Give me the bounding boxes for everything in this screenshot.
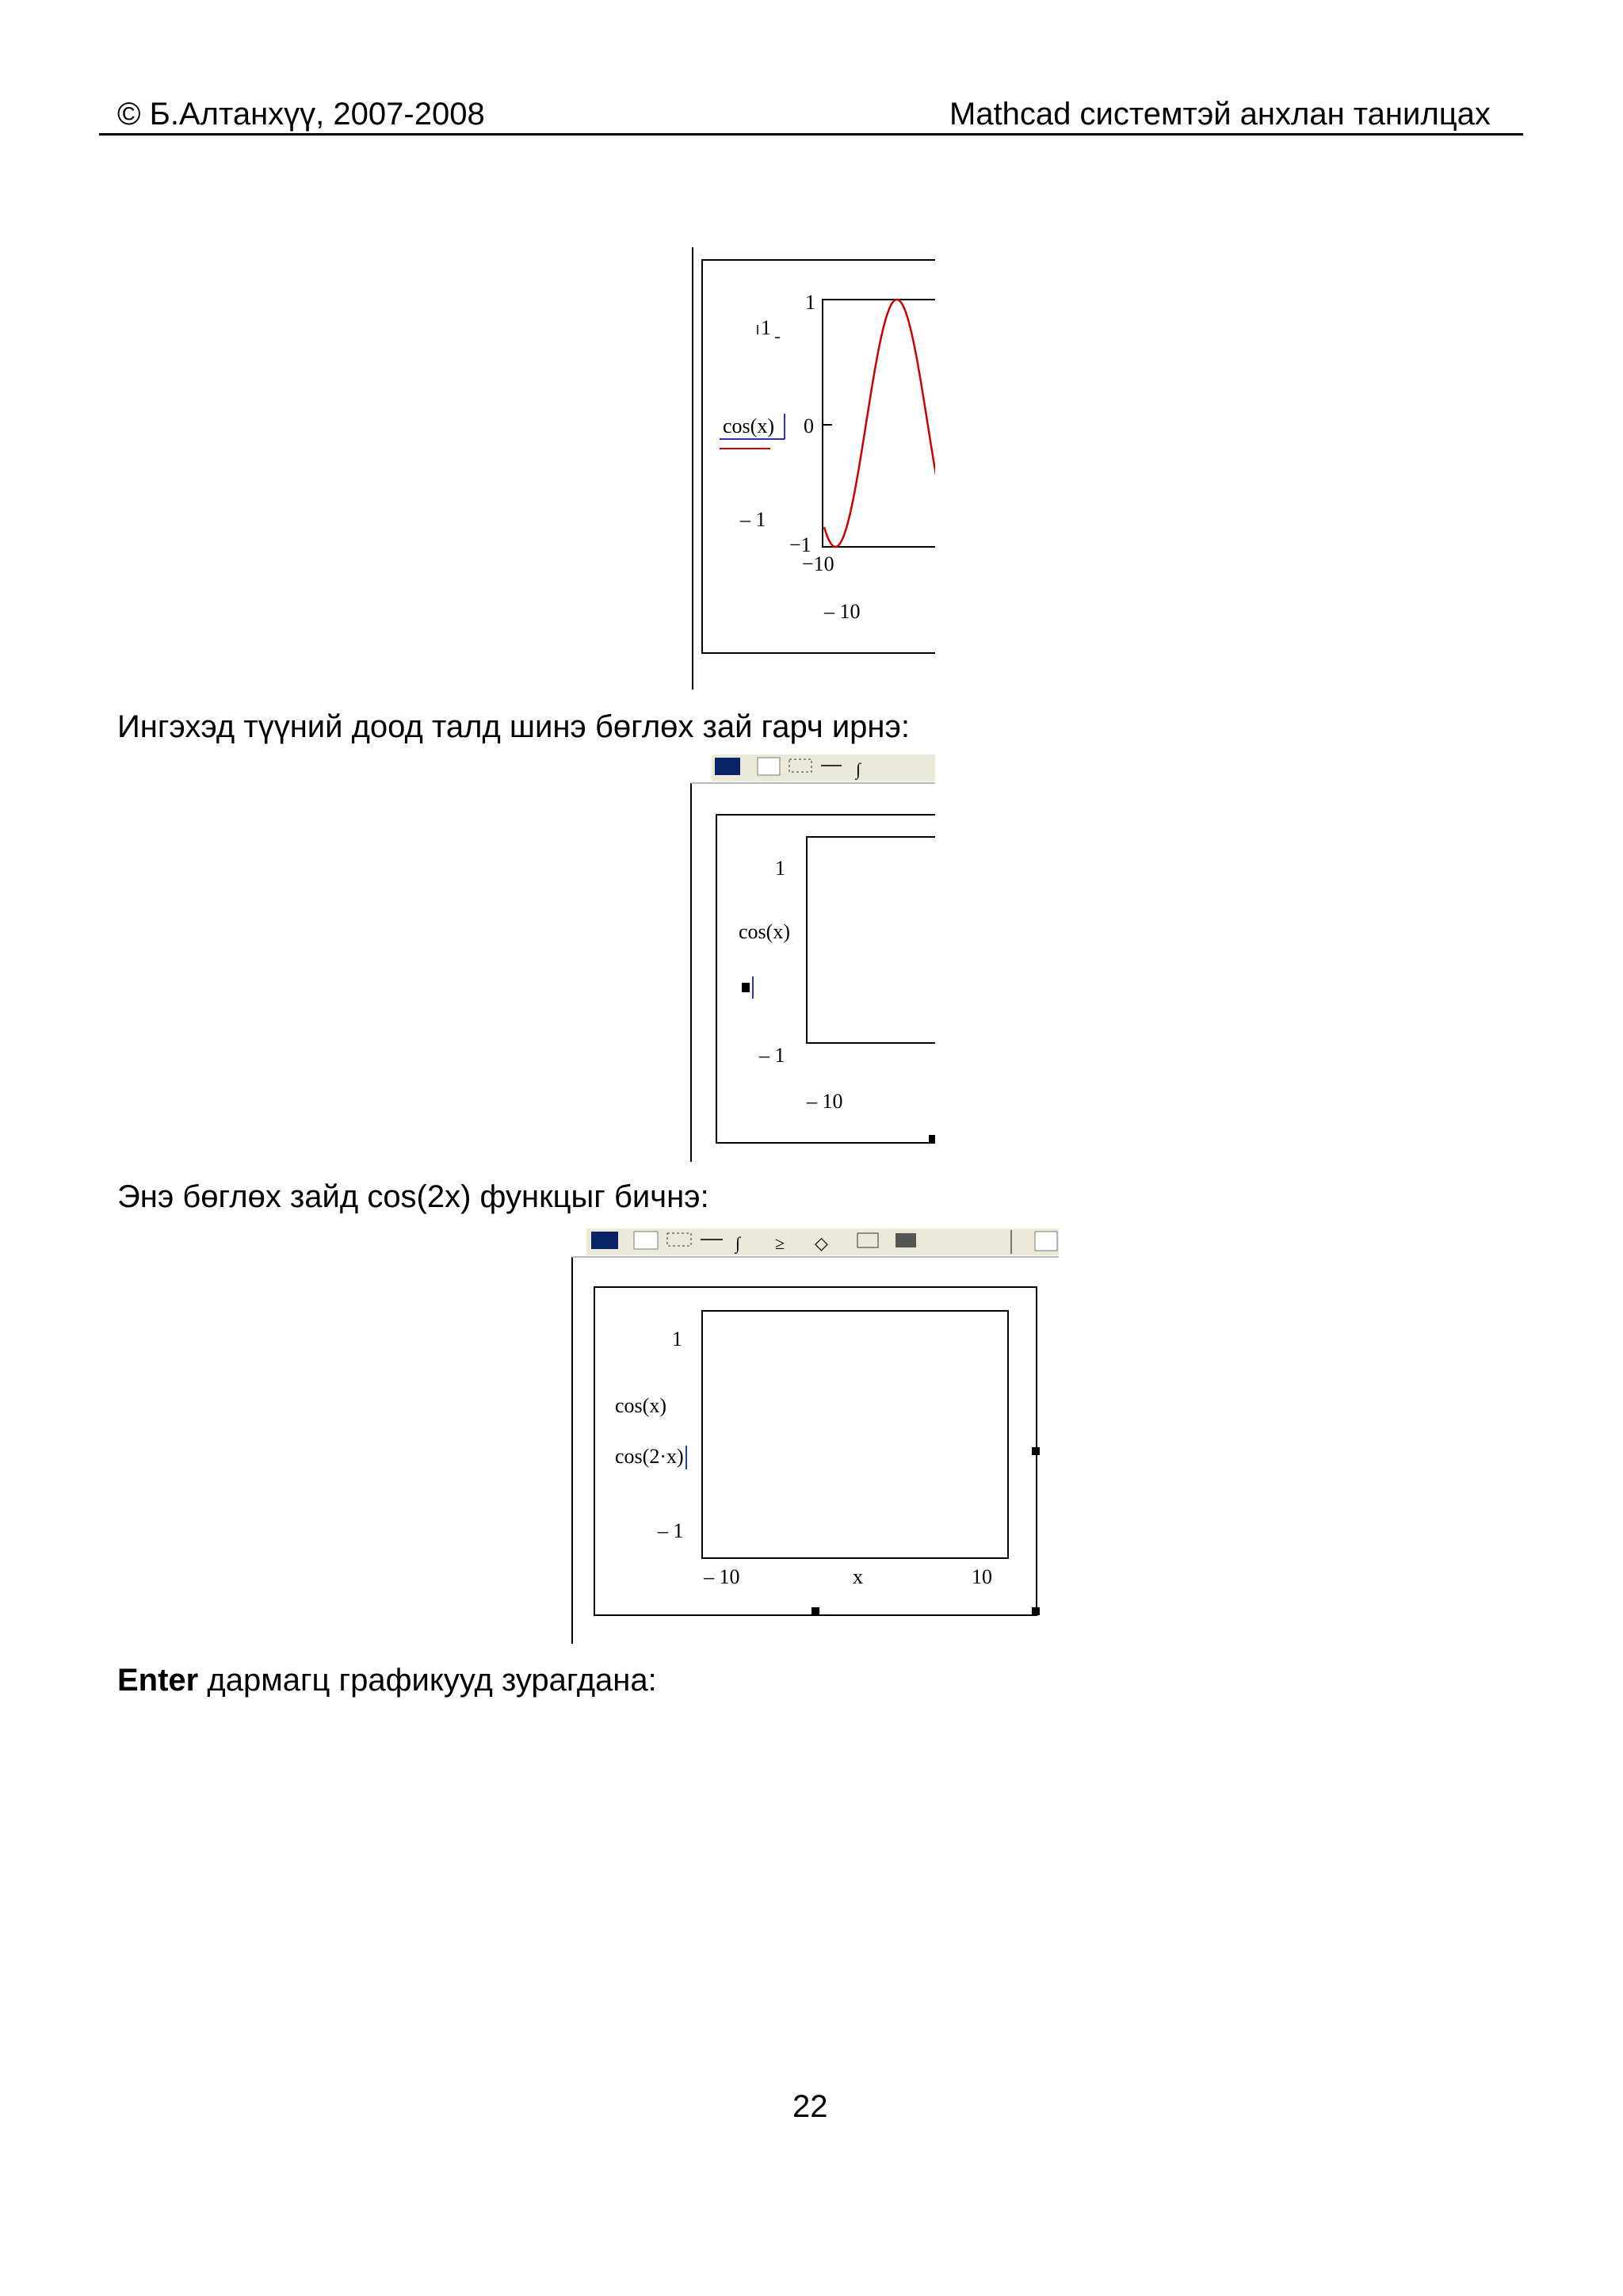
- resize-handle-bottom[interactable]: [812, 1607, 819, 1615]
- toolbar-calculator-icon[interactable]: [591, 1232, 618, 1249]
- enter-key-bold: Enter: [117, 1663, 199, 1698]
- plot-area[interactable]: [807, 837, 935, 1043]
- y-top-placeholder[interactable]: 1: [775, 857, 785, 880]
- y-top-placeholder[interactable]: 1: [761, 316, 771, 339]
- toolbar-calculator-icon[interactable]: [715, 758, 740, 775]
- y-top-placeholder[interactable]: 1: [672, 1328, 682, 1350]
- resize-handle-right[interactable]: [1032, 1447, 1040, 1455]
- plot-area[interactable]: [823, 300, 935, 547]
- header-copyright: © Б.Алтанхүү, 2007-2008: [117, 97, 485, 132]
- x-left-placeholder[interactable]: – 10: [704, 1565, 740, 1588]
- screenshot-two-functions: [567, 1227, 1059, 1644]
- y-expression[interactable]: cos(x): [739, 920, 790, 943]
- placeholder-plot-svg: [688, 751, 935, 1162]
- x-variable[interactable]: x: [853, 1565, 863, 1588]
- toolbar-boolean-icon[interactable]: ≥: [775, 1233, 785, 1253]
- tick-xmin: −10: [802, 552, 834, 575]
- cos-x-series-line: [824, 300, 935, 547]
- resize-handle[interactable]: [929, 1135, 935, 1143]
- toolbar-graph-icon[interactable]: [634, 1232, 658, 1249]
- toolbar-calculus-icon[interactable]: ∫: [735, 1233, 741, 1253]
- new-placeholder[interactable]: [742, 983, 750, 992]
- plot-region-frame: [702, 260, 935, 653]
- toolbar-calculus-icon[interactable]: ∫: [856, 759, 861, 779]
- tick-ymid: 0: [804, 415, 814, 437]
- paragraph-3: [117, 1663, 657, 1698]
- y-expression-2[interactable]: cos(2·x): [615, 1445, 684, 1468]
- y-expression-1[interactable]: cos(x): [615, 1394, 666, 1417]
- paragraph-1: Ингэхэд түүний доод талд шинэ бөглөх зай гарч ирнэ:: [117, 709, 911, 744]
- header-title: Mathcad системтэй анхлан танилцах: [949, 97, 1491, 132]
- toolbar-programming-icon[interactable]: ◇: [815, 1233, 828, 1253]
- x-left-placeholder[interactable]: – 10: [824, 600, 861, 623]
- tick-ymax: 1: [805, 291, 815, 314]
- cos-curve: [824, 300, 935, 547]
- y-bottom-placeholder[interactable]: – 1: [658, 1519, 684, 1542]
- resize-handle-corner[interactable]: [1032, 1607, 1040, 1615]
- toolbar-extra-icon[interactable]: [1035, 1232, 1057, 1251]
- toolbar-strip: [712, 755, 935, 781]
- y-bottom-placeholder[interactable]: – 1: [740, 508, 766, 531]
- x-left-placeholder[interactable]: – 10: [807, 1090, 843, 1113]
- y-bottom-placeholder[interactable]: – 1: [759, 1044, 785, 1067]
- screenshot-cos-plot: [691, 246, 935, 690]
- header-rule: [99, 133, 1523, 136]
- screenshot-new-placeholder: [688, 751, 935, 1162]
- y-expression[interactable]: cos(x): [723, 415, 774, 437]
- plot-area[interactable]: [702, 1311, 1008, 1558]
- tick-ymin: −1: [789, 533, 812, 556]
- cos-plot-svg: [691, 246, 935, 690]
- x-right-placeholder[interactable]: 10: [972, 1565, 992, 1588]
- paragraph-3-rest: дармагц графикууд зурагдана:: [198, 1663, 657, 1698]
- two-functions-svg: [567, 1227, 1059, 1644]
- paragraph-2: Энэ бөглөх зайд cos(2x) функцыг бичнэ:: [117, 1179, 709, 1214]
- toolbar-graph-icon[interactable]: [758, 758, 780, 775]
- page-number: 22: [792, 2089, 828, 2124]
- toolbar-symbolic-icon[interactable]: [896, 1233, 916, 1247]
